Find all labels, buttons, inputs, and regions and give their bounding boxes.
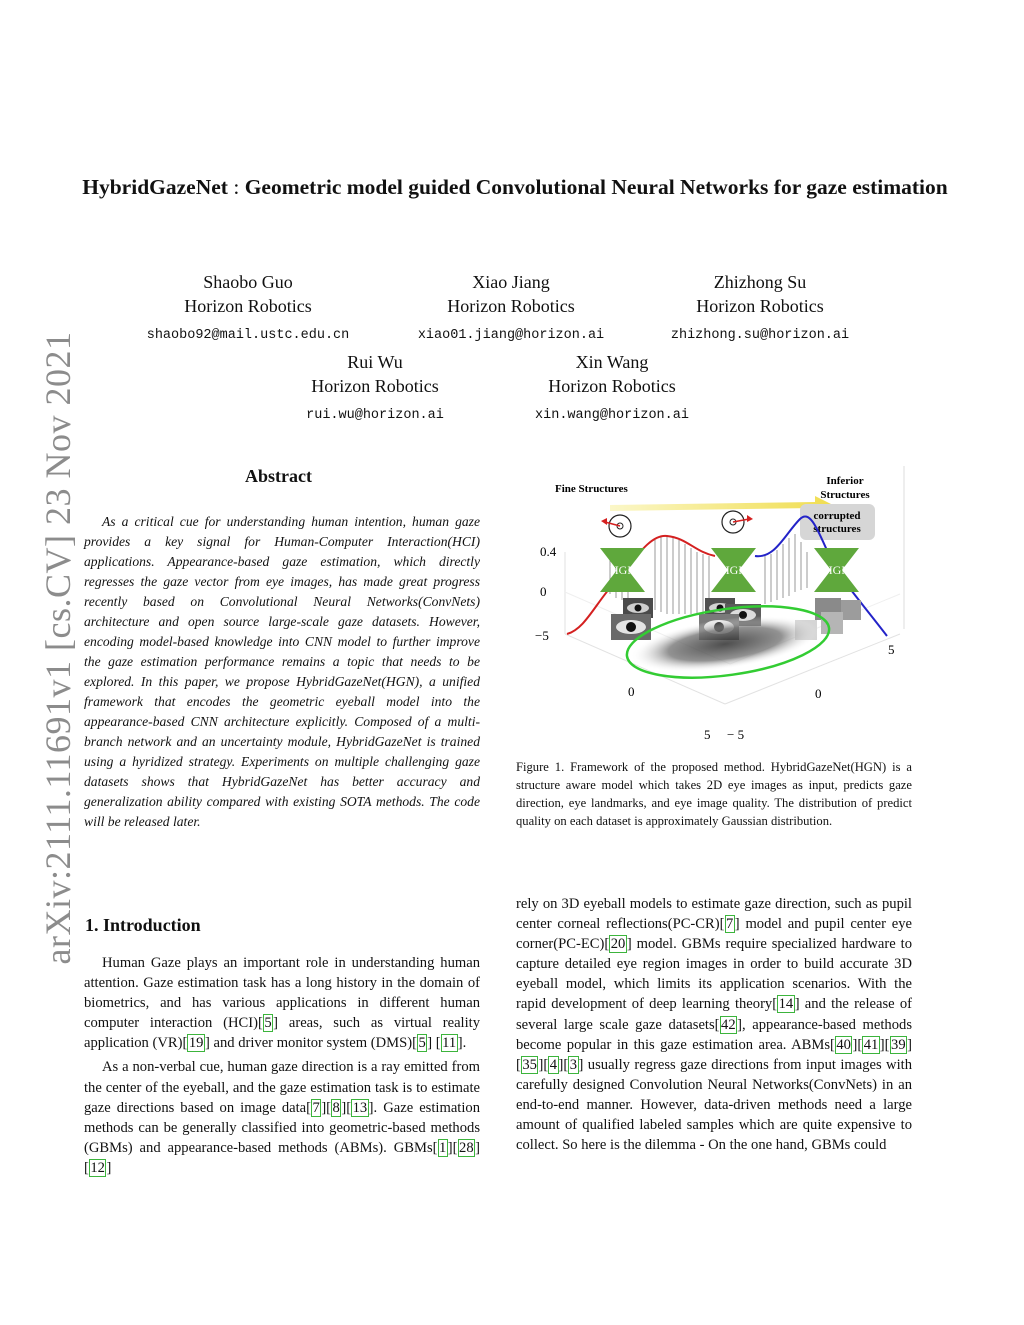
author-affiliation: Horizon Robotics: [447, 296, 575, 316]
author-email: zhizhong.su@horizon.ai: [670, 328, 850, 343]
label-corrupted-structures: structures: [813, 523, 861, 535]
intro-paragraph-2: As a non-verbal cue, human gaze direction is a ray emitted from the center of the eyeball, and the gaze estimation task is to estimate gaze directions based on image data[ 7 ][ 8 ][ 13 ]. Gaze estimation methods can be generally classified into geometric-based methods (GBMs) and appearance-based methods (ABMs). GBMs[ 1 ][ 28 ][ 12 ]: [84, 1059, 480, 1176]
author-affiliation: Horizon Robotics: [311, 376, 439, 396]
author-block: [245, 350, 505, 428]
author-block: [381, 270, 641, 348]
citation-link[interactable]: 3: [569, 1056, 578, 1073]
tick-label: 0: [815, 686, 822, 701]
author-email: xin.wang@horizon.ai: [535, 408, 689, 423]
tick-label: 0.4: [540, 544, 557, 559]
title-rest: Geometric model guided Convolutional Neural Networks for gaze estimation: [244, 175, 948, 199]
citation-link[interactable]: 41: [863, 1036, 879, 1053]
citation-link[interactable]: 5: [418, 1035, 426, 1052]
intro-paragraph-3: rely on 3D eyeball models to estimate gaze direction, such as pupil center corneal reflections(PC-CR)[ 7 ] model and pupil center eye corner(PC-EC)[ 20 ] model. GBMs require specialized hardware to capture detailed eye region images in order to build accurate 3D eyeball model, which limits its application scenarios. With the rapid development of deep learning theory[ 14 ] and the release of several large scale gaze datasets[ 42 ], appearance-based methods become popular in this gaze estimation area. ABMs[ 40 ][ 41 ][ 39 ][ 35 ][ 4 ][ 3 ] usually regress gaze directions from input images with carefully designed Convolution Neural Networks(ConvNets) in an end-to-end manner. However, data-driven methods need a large amount of qualified labeled samples which are quite expensive to collect. So here is the dilemma - On the one hand, GBMs could: [516, 896, 912, 1154]
gaze-icon-2: [722, 511, 753, 533]
label-structures: Structures: [820, 489, 870, 501]
introduction-heading: 1. Introduction: [85, 915, 201, 935]
citation-link[interactable]: 1: [439, 1139, 447, 1156]
author-email: rui.wu@horizon.ai: [306, 408, 444, 423]
citation-link[interactable]: 40: [836, 1036, 851, 1053]
tick-label: 0: [540, 584, 547, 599]
tick-label: 5: [888, 642, 895, 657]
title-name: HybridGazeNet: [82, 175, 228, 199]
citation-link[interactable]: 8: [332, 1099, 340, 1116]
citation-link[interactable]: 39: [891, 1036, 906, 1053]
paper-title: [80, 172, 950, 203]
tick-label: 0: [628, 684, 635, 699]
arxiv-id: arXiv:2111.11691v1 [cs.CV] 23 Nov 2021: [38, 331, 78, 965]
citation-link[interactable]: 42: [721, 1016, 736, 1033]
intro-paragraph-1: Human Gaze plays an important role in understanding human attention. Gaze estimation task has a long history in the domain of biometrics, and has various applications in different human computer interaction (HCI)[ 5 ] areas, such as virtual reality application (VR)[ 19 ] and driver monitor system (DMS)[ 5 ] [ 11 ].: [84, 955, 481, 1052]
author-block: [118, 270, 378, 348]
citation-link[interactable]: 4: [549, 1056, 557, 1073]
citation-link[interactable]: 28: [459, 1139, 474, 1156]
citation-link[interactable]: 14: [778, 996, 794, 1013]
author-name: Rui Wu: [347, 352, 403, 372]
author-name: Xiao Jiang: [472, 272, 550, 292]
svg-text:HGN: HGN: [610, 563, 636, 577]
author-affiliation: Horizon Robotics: [548, 376, 676, 396]
author-name: Shaobo Guo: [203, 272, 293, 292]
label-corrupted: corrupted: [813, 510, 861, 522]
author-email: shaobo92@mail.ustc.edu.cn: [146, 328, 350, 343]
citation-link[interactable]: 7: [726, 916, 734, 933]
figure-1: [515, 464, 908, 754]
label-inferior: Inferior: [826, 475, 864, 487]
author-block: [630, 270, 890, 348]
svg-text:HGN: HGN: [824, 563, 850, 577]
figure-caption: Figure 1. Framework of the proposed method. HybridGazeNet(HGN) is a structure aware model which takes 2D eye images as input, predicts gaze direction, eye landmarks, and eye image quality. The distribution of predict quality on each dataset is approximately Gaussian distribution.: [516, 760, 912, 828]
label-fine-structures: Fine Structures: [555, 483, 628, 495]
citation-link[interactable]: 19: [188, 1035, 204, 1052]
abstract-heading: Abstract: [245, 466, 312, 486]
citation-link[interactable]: 35: [522, 1056, 537, 1073]
tick-label: 5: [704, 727, 711, 742]
author-affiliation: Horizon Robotics: [184, 296, 312, 316]
hgn-block-1: [600, 548, 645, 592]
citation-link[interactable]: 11: [442, 1035, 457, 1052]
hgn-block-2: [711, 548, 756, 592]
author-block: [482, 350, 742, 428]
tick-label: − 5: [727, 727, 745, 742]
title-sep: :: [233, 175, 240, 199]
framework-diagram: [515, 464, 908, 754]
abstract-text: As a critical cue for understanding human intention, human gaze provides a key signal for Human-Computer Interaction(HCI) applications. Appearance-based gaze estimation, which directly regresses the gaze vector from eye images, has made great progress recently based on Convolutional Neural Networks(ConvNets) architecture and open source large-scale gaze datasets. However, encoding model-based knowledge into CNN model to further improve the gaze estimation performance remains a topic that needs to be explored. In this paper, we propose HybridGazeNet(HGN), a unified framework that encodes the geometric eyeball model into the appearance-based CNN architecture explicitly. Composed of a multi-branch network and an uncertainty module, HybridGazeNet is trained using a hyridized strategy. Experiments on multiple challenging gaze datasets shows that HybridGazeNet has better accuracy and generalization ability compared with existing SOTA methods. The code will be released later.: [84, 514, 480, 829]
citation-link[interactable]: 20: [610, 936, 626, 953]
intro-right-column: [516, 894, 912, 1159]
intro-left-column: [84, 953, 480, 1182]
citation-link[interactable]: 5: [264, 1015, 272, 1032]
tick-label: −5: [535, 628, 549, 643]
author-name: Xin Wang: [575, 352, 649, 372]
quality-arrow: [610, 496, 833, 514]
svg-text:HGN: HGN: [721, 563, 747, 577]
citation-link[interactable]: 12: [90, 1159, 105, 1176]
hgn-block-3: [814, 548, 859, 592]
author-affiliation: Horizon Robotics: [696, 296, 824, 316]
citation-link[interactable]: 7: [312, 1099, 320, 1116]
citation-link[interactable]: 13: [352, 1099, 368, 1116]
gaze-icon-1: [601, 515, 631, 537]
author-name: Zhizhong Su: [713, 272, 807, 292]
author-email: xiao01.jiang@horizon.ai: [417, 328, 605, 343]
